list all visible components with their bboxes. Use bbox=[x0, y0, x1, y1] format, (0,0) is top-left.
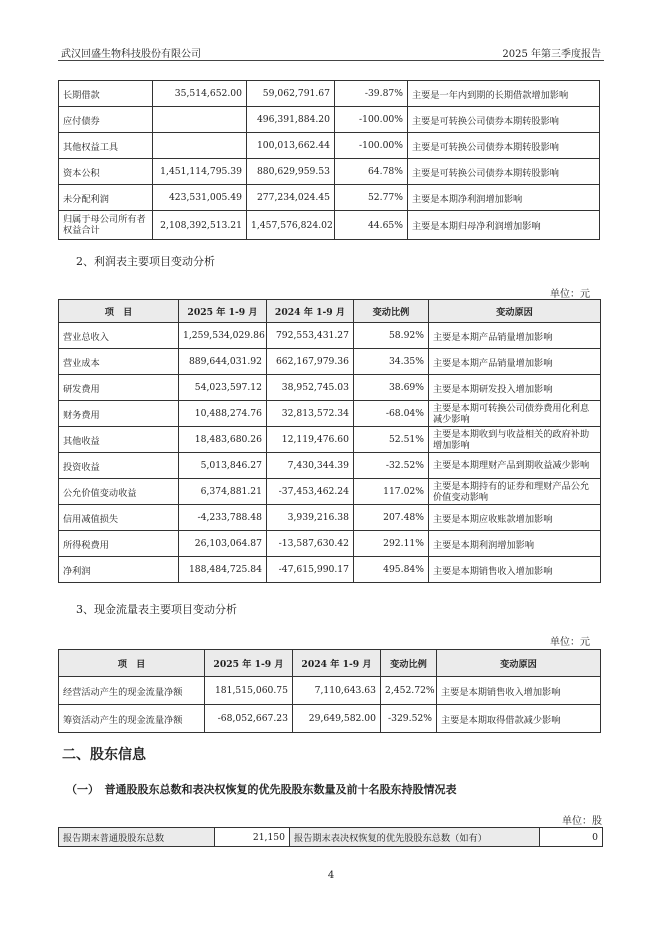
row-current bbox=[153, 107, 247, 133]
header-prior: 2024 年 1-9 月 bbox=[267, 300, 354, 323]
row-reason: 主要是本期应收账款增加影响 bbox=[429, 505, 601, 531]
row-current: 889,644,031.92 bbox=[179, 349, 267, 375]
table-row bbox=[59, 133, 600, 159]
row-item: 其他权益工具 bbox=[59, 133, 153, 159]
shareholder-subheading: （一） 普通股股东总数和表决权恢复的优先股股东数量及前十名股东持股情况表 bbox=[66, 783, 457, 796]
row-item: 应付债券 bbox=[59, 107, 153, 133]
table-header-row bbox=[59, 650, 601, 677]
cashflow-unit: 单位：元 bbox=[550, 637, 590, 648]
row-current: 5,013,846.27 bbox=[179, 453, 267, 479]
shareholder-section-heading: 二、股东信息 bbox=[62, 747, 146, 763]
income-unit: 单位：元 bbox=[550, 289, 590, 300]
row-item: 投资收益 bbox=[59, 453, 179, 479]
row-item: 信用减值损失 bbox=[59, 505, 179, 531]
row-current: 35,514,652.00 bbox=[153, 81, 247, 107]
row-change: 52.77% bbox=[335, 185, 408, 211]
report-title: 2025 年第三季度报告 bbox=[502, 49, 601, 60]
row-prior: 100,013,662.44 bbox=[247, 133, 335, 159]
row-prior: 496,391,884.20 bbox=[247, 107, 335, 133]
table-row bbox=[59, 81, 600, 107]
header-divider bbox=[58, 60, 604, 61]
balance-sheet-table bbox=[58, 80, 600, 240]
row-current: 181,515,060.75 bbox=[205, 677, 293, 705]
table-row bbox=[59, 479, 601, 505]
table-row bbox=[59, 505, 601, 531]
row-change: -32.52% bbox=[354, 453, 429, 479]
row-change: 58.92% bbox=[354, 323, 429, 349]
row-item: 公允价值变动收益 bbox=[59, 479, 179, 505]
row-prior: 38,952,745.03 bbox=[267, 375, 354, 401]
row-current: 10,488,274.76 bbox=[179, 401, 267, 427]
row-current: 423,531,005.49 bbox=[153, 185, 247, 211]
row-prior: 662,167,979.36 bbox=[267, 349, 354, 375]
row-prior: 277,234,024.45 bbox=[247, 185, 335, 211]
page-number: 4 bbox=[327, 870, 335, 881]
row-item: 长期借款 bbox=[59, 81, 153, 107]
row-change: 34.35% bbox=[354, 349, 429, 375]
row-reason: 主要是可转换公司债券本期转股影响 bbox=[408, 159, 600, 185]
row-change: -100.00% bbox=[335, 107, 408, 133]
row-prior: 29,649,582.00 bbox=[293, 705, 381, 733]
row-change: -39.87% bbox=[335, 81, 408, 107]
row-current: 18,483,680.26 bbox=[179, 427, 267, 453]
row-change: -68.04% bbox=[354, 401, 429, 427]
row-reason: 主要是本期销售收入增加影响 bbox=[437, 677, 601, 705]
common-holders-value: 21,150 bbox=[215, 828, 290, 847]
income-statement-table bbox=[58, 299, 601, 583]
table-row bbox=[59, 557, 601, 583]
table-header-row bbox=[59, 300, 601, 323]
table-row bbox=[59, 159, 600, 185]
header-reason: 变动原因 bbox=[437, 650, 601, 677]
cashflow-table bbox=[58, 649, 601, 733]
row-reason: 主要是本期持有的证券和理财产品公允价值变动影响 bbox=[429, 479, 601, 505]
row-item: 财务费用 bbox=[59, 401, 179, 427]
row-item: 净利润 bbox=[59, 557, 179, 583]
row-item: 营业成本 bbox=[59, 349, 179, 375]
row-item: 资本公积 bbox=[59, 159, 153, 185]
header-item: 项 目 bbox=[59, 300, 179, 323]
header-current: 2025 年 1-9 月 bbox=[205, 650, 293, 677]
header-change: 变动比例 bbox=[354, 300, 429, 323]
row-reason: 主要是本期理财产品到期收益减少影响 bbox=[429, 453, 601, 479]
row-prior: -47,615,990.17 bbox=[267, 557, 354, 583]
row-change: 44.65% bbox=[335, 211, 408, 240]
row-reason: 主要是本期收到与收益相关的政府补助增加影响 bbox=[429, 427, 601, 453]
shareholder-count-table bbox=[58, 827, 603, 847]
row-reason: 主要是可转换公司债券本期转股影响 bbox=[408, 107, 600, 133]
row-prior: 792,553,431.27 bbox=[267, 323, 354, 349]
row-prior: -37,453,462.24 bbox=[267, 479, 354, 505]
row-item: 研发费用 bbox=[59, 375, 179, 401]
row-item: 未分配利润 bbox=[59, 185, 153, 211]
row-change: 2,452.72% bbox=[381, 677, 437, 705]
company-name: 武汉回盛生物科技股份有限公司 bbox=[61, 49, 201, 60]
row-reason: 主要是本期净利润增加影响 bbox=[408, 185, 600, 211]
preferred-holders-value: 0 bbox=[540, 828, 603, 847]
header-current: 2025 年 1-9 月 bbox=[179, 300, 267, 323]
header-prior: 2024 年 1-9 月 bbox=[293, 650, 381, 677]
row-prior: 1,457,576,824.02 bbox=[247, 211, 335, 240]
table-row bbox=[59, 531, 601, 557]
row-prior: 12,119,476.60 bbox=[267, 427, 354, 453]
row-reason: 主要是本期销售收入增加影响 bbox=[429, 557, 601, 583]
preferred-holders-label: 报告期末表决权恢复的优先股股东总数（如有） bbox=[290, 828, 540, 847]
row-change: -329.52% bbox=[381, 705, 437, 733]
row-reason: 主要是本期产品销量增加影响 bbox=[429, 349, 601, 375]
table-row bbox=[59, 427, 601, 453]
header-change: 变动比例 bbox=[381, 650, 437, 677]
table-row bbox=[59, 349, 601, 375]
row-prior: -13,587,630.42 bbox=[267, 531, 354, 557]
row-reason: 主要是可转换公司债券本期转股影响 bbox=[408, 133, 600, 159]
row-reason: 主要是本期可转换公司债券费用化利息减少影响 bbox=[429, 401, 601, 427]
table-row bbox=[59, 323, 601, 349]
row-current: 1,451,114,795.39 bbox=[153, 159, 247, 185]
row-change: 52.51% bbox=[354, 427, 429, 453]
row-current bbox=[153, 133, 247, 159]
row-change: -100.00% bbox=[335, 133, 408, 159]
table-row bbox=[59, 401, 601, 427]
row-current: -4,233,788.48 bbox=[179, 505, 267, 531]
row-current: 6,374,881.21 bbox=[179, 479, 267, 505]
row-current: 26,103,064.87 bbox=[179, 531, 267, 557]
row-current: -68,052,667.23 bbox=[205, 705, 293, 733]
row-change: 207.48% bbox=[354, 505, 429, 531]
row-reason: 主要是本期利润增加影响 bbox=[429, 531, 601, 557]
row-prior: 59,062,791.67 bbox=[247, 81, 335, 107]
table-row bbox=[59, 705, 601, 733]
row-item: 其他收益 bbox=[59, 427, 179, 453]
table-row bbox=[59, 453, 601, 479]
row-prior: 7,430,344.39 bbox=[267, 453, 354, 479]
row-item: 经营活动产生的现金流量净额 bbox=[59, 677, 205, 705]
row-change: 117.02% bbox=[354, 479, 429, 505]
row-item: 所得税费用 bbox=[59, 531, 179, 557]
income-section-title: 2、利润表主要项目变动分析 bbox=[76, 255, 215, 268]
table-row bbox=[59, 211, 600, 240]
row-change: 38.69% bbox=[354, 375, 429, 401]
row-current: 1,259,534,029.86 bbox=[179, 323, 267, 349]
row-item: 营业总收入 bbox=[59, 323, 179, 349]
row-item: 筹资活动产生的现金流量净额 bbox=[59, 705, 205, 733]
row-reason: 主要是本期取得借款减少影响 bbox=[437, 705, 601, 733]
row-prior: 3,939,216.38 bbox=[267, 505, 354, 531]
table-row bbox=[59, 375, 601, 401]
row-reason: 主要是本期研发投入增加影响 bbox=[429, 375, 601, 401]
row-prior: 7,110,643.63 bbox=[293, 677, 381, 705]
row-item: 归属于母公司所有者权益合计 bbox=[59, 211, 153, 240]
table-row bbox=[59, 828, 603, 847]
table-row bbox=[59, 677, 601, 705]
row-reason: 主要是一年内到期的长期借款增加影响 bbox=[408, 81, 600, 107]
row-change: 64.78% bbox=[335, 159, 408, 185]
row-current: 54,023,597.12 bbox=[179, 375, 267, 401]
row-prior: 32,813,572.34 bbox=[267, 401, 354, 427]
shareholder-unit: 单位：股 bbox=[562, 816, 602, 827]
common-holders-label: 报告期末普通股股东总数 bbox=[59, 828, 215, 847]
row-current: 2,108,392,513.21 bbox=[153, 211, 247, 240]
row-reason: 主要是本期产品销量增加影响 bbox=[429, 323, 601, 349]
row-reason: 主要是本期归母净利润增加影响 bbox=[408, 211, 600, 240]
row-change: 495.84% bbox=[354, 557, 429, 583]
row-prior: 880,629,959.53 bbox=[247, 159, 335, 185]
table-row bbox=[59, 185, 600, 211]
row-change: 292.11% bbox=[354, 531, 429, 557]
row-current: 188,484,725.84 bbox=[179, 557, 267, 583]
table-row bbox=[59, 107, 600, 133]
header-reason: 变动原因 bbox=[429, 300, 601, 323]
cashflow-section-title: 3、现金流量表主要项目变动分析 bbox=[76, 603, 237, 616]
header-item: 项 目 bbox=[59, 650, 205, 677]
